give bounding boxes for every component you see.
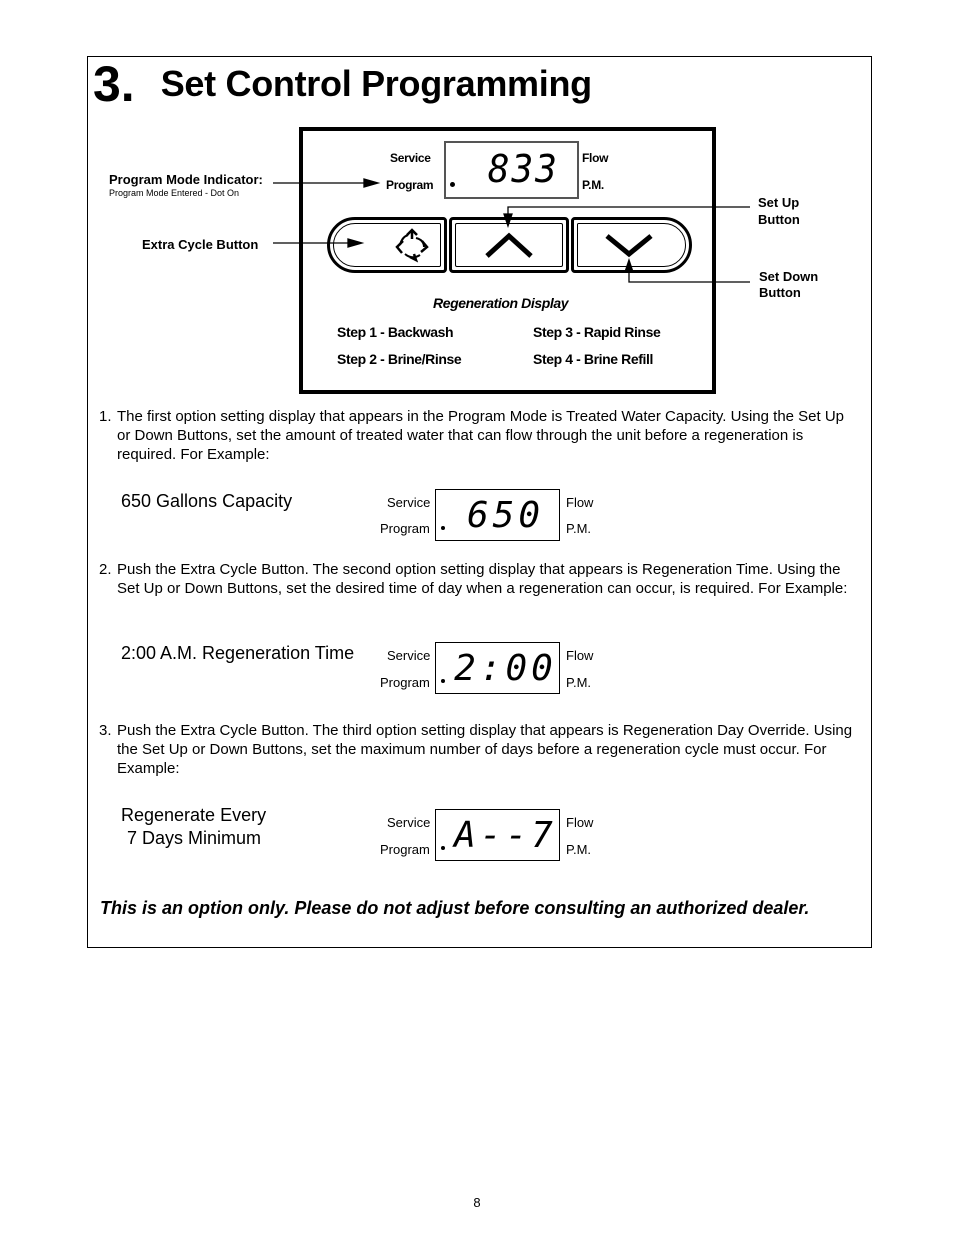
set-down-button[interactable] — [571, 217, 692, 273]
panel-display-screen — [444, 141, 579, 199]
lcd-display-1 — [435, 489, 560, 541]
example-label-1: 650 Gallons Capacity — [121, 491, 293, 511]
regen-step-4: Step 4 - Brine Refill — [533, 351, 653, 367]
section-title: Set Control Programming — [160, 63, 592, 104]
example-label-3-line2: 7 Days Minimum — [127, 828, 262, 848]
chevron-down-icon — [601, 230, 657, 260]
chevron-up-icon — [481, 230, 537, 260]
lcd2-service: Service — [387, 648, 431, 663]
lcd1-service: Service — [387, 495, 431, 510]
panel-service-label: Service — [390, 151, 431, 165]
extra-cycle-button-label: Extra Cycle Button — [142, 237, 259, 252]
instruction-step-2: 2. Push the Extra Cycle Button. The second option setting display that appears is Regeneration Time. Using the Set Up or Down Buttons, set the desired time of day when a regeneration can occur, is required. For Example: — [99, 561, 848, 597]
program-mode-indicator-sub: Program Mode Entered - Dot On — [109, 188, 240, 198]
section-number: 3. — [93, 56, 135, 112]
panel-program-label: Program — [386, 178, 434, 192]
lcd1-pm: P.M. — [566, 521, 592, 536]
regeneration-display-title: Regeneration Display — [433, 295, 569, 311]
lcd-display-3 — [435, 809, 560, 861]
regen-step-3: Step 3 - Rapid Rinse — [533, 324, 661, 340]
set-up-label-line1: Set Up — [758, 195, 800, 210]
page-number: 8 — [473, 1195, 481, 1210]
set-up-label-line2: Button — [758, 212, 800, 227]
extra-cycle-button[interactable] — [327, 217, 447, 273]
set-up-button[interactable] — [449, 217, 569, 273]
lcd1-value: 650 — [466, 495, 545, 536]
program-mode-indicator-label: Program Mode Indicator: — [109, 172, 263, 187]
example-label-2: 2:00 A.M. Regeneration Time — [121, 643, 355, 663]
lcd1-flow: Flow — [566, 495, 594, 510]
set-down-label-line2: Button — [759, 285, 801, 300]
lcd3-service: Service — [387, 815, 431, 830]
lcd2-flow: Flow — [566, 648, 594, 663]
lcd3-program: Program — [380, 842, 430, 857]
instruction-step-1: 1. The first option setting display that appears in the Program Mode is Treated Water Capacity. Using the Set Up or Down Buttons, set the amount of treated water that can flow through the unit before a regeneration is required. For Example: — [99, 408, 845, 463]
example-label-3-line1: Regenerate Every — [121, 805, 267, 825]
lcd3-flow: Flow — [566, 815, 594, 830]
panel-flow-label: Flow — [582, 151, 609, 165]
instruction-step-3: 3. Push the Extra Cycle Button. The third option setting display that appears is Regeneration Day Override. Using the Set Up or Down Buttons, set the maximum number of days before a regeneration cycle must occur. For Example: — [99, 722, 853, 777]
lcd2-pm: P.M. — [566, 675, 592, 690]
regen-step-1: Step 1 - Backwash — [337, 324, 454, 340]
warning-note: This is an option only. Please do not adjust before consulting an authorized dealer. — [100, 898, 810, 918]
panel-pm-label: P.M. — [582, 178, 604, 192]
program-mode-dot — [450, 182, 455, 187]
control-panel-diagram — [299, 127, 716, 394]
set-down-label-line1: Set Down — [759, 269, 819, 284]
regen-step-2: Step 2 - Brine/Rinse — [337, 351, 462, 367]
lcd2-program: Program — [380, 675, 430, 690]
lcd3-pm: P.M. — [566, 842, 592, 857]
lcd-display-2 — [435, 642, 560, 694]
lcd3-value: A--7 — [454, 815, 557, 856]
lcd2-value: 2:00 — [454, 648, 557, 689]
lcd1-program: Program — [380, 521, 430, 536]
recycle-icon — [394, 227, 430, 263]
panel-display-value: 833 — [487, 147, 559, 191]
section-heading — [93, 56, 592, 112]
